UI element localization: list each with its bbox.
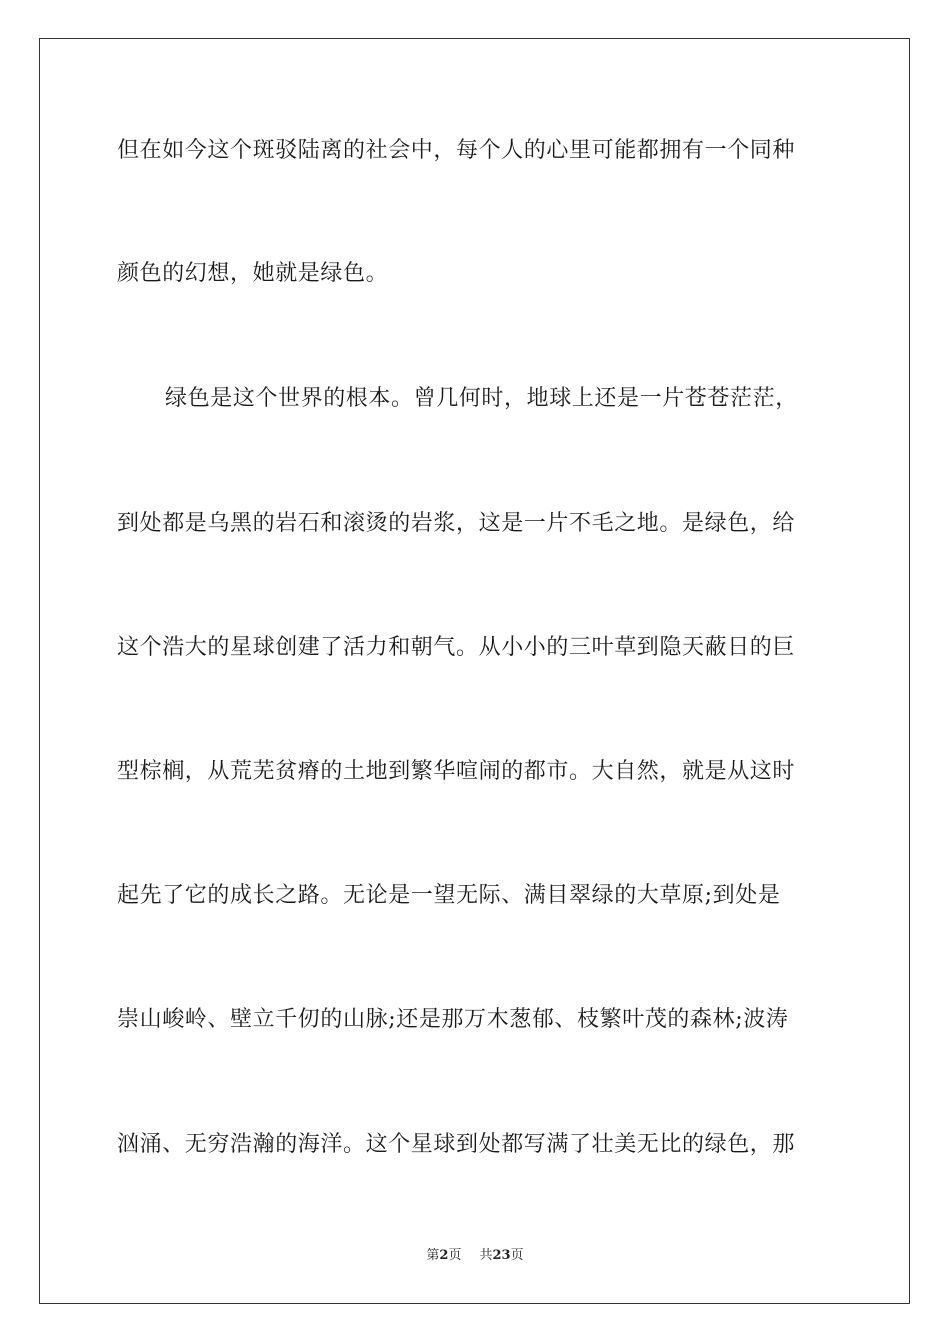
body-text-line: 颜色的幻想，她就是绿色。 <box>117 261 389 286</box>
body-text-line: 崇山峻岭、壁立千仞的山脉;还是那万木葱郁、枝繁叶茂的森林;波涛 <box>117 1007 789 1032</box>
total-page-count: 23 <box>492 1248 511 1263</box>
body-text-line: 但在如今这个斑驳陆离的社会中，每个人的心里可能都拥有一个同种 <box>117 138 796 163</box>
page-footer <box>0 1247 950 1265</box>
total-label-suffix: 页 <box>510 1248 524 1263</box>
total-label-prefix: 共 <box>479 1248 493 1263</box>
paragraph-start-line: 绿色是这个世界的根本。曾几何时，地球上还是一片苍苍茫茫， <box>165 386 798 411</box>
body-text-line: 这个浩大的星球创建了活力和朝气。从小小的三叶草到隐天蔽日的巨 <box>117 635 796 660</box>
body-text-line: 起先了它的成长之路。无论是一望无际、满目翠绿的大草原;到处是 <box>117 883 781 908</box>
current-page-number: 2 <box>439 1248 449 1263</box>
body-text-line: 汹涌、无穷浩瀚的海洋。这个星球到处都写满了壮美无比的绿色，那 <box>117 1132 796 1157</box>
body-text-line: 型棕榈，从荒芜贫瘠的土地到繁华喧闹的都市。大自然，就是从这时 <box>117 759 796 784</box>
body-text-line: 到处都是乌黑的岩石和滚烫的岩浆，这是一片不毛之地。是绿色，给 <box>117 511 796 536</box>
page-label-suffix: 页 <box>448 1248 462 1263</box>
page-label-prefix: 第 <box>426 1248 440 1263</box>
page-border <box>39 38 910 1304</box>
